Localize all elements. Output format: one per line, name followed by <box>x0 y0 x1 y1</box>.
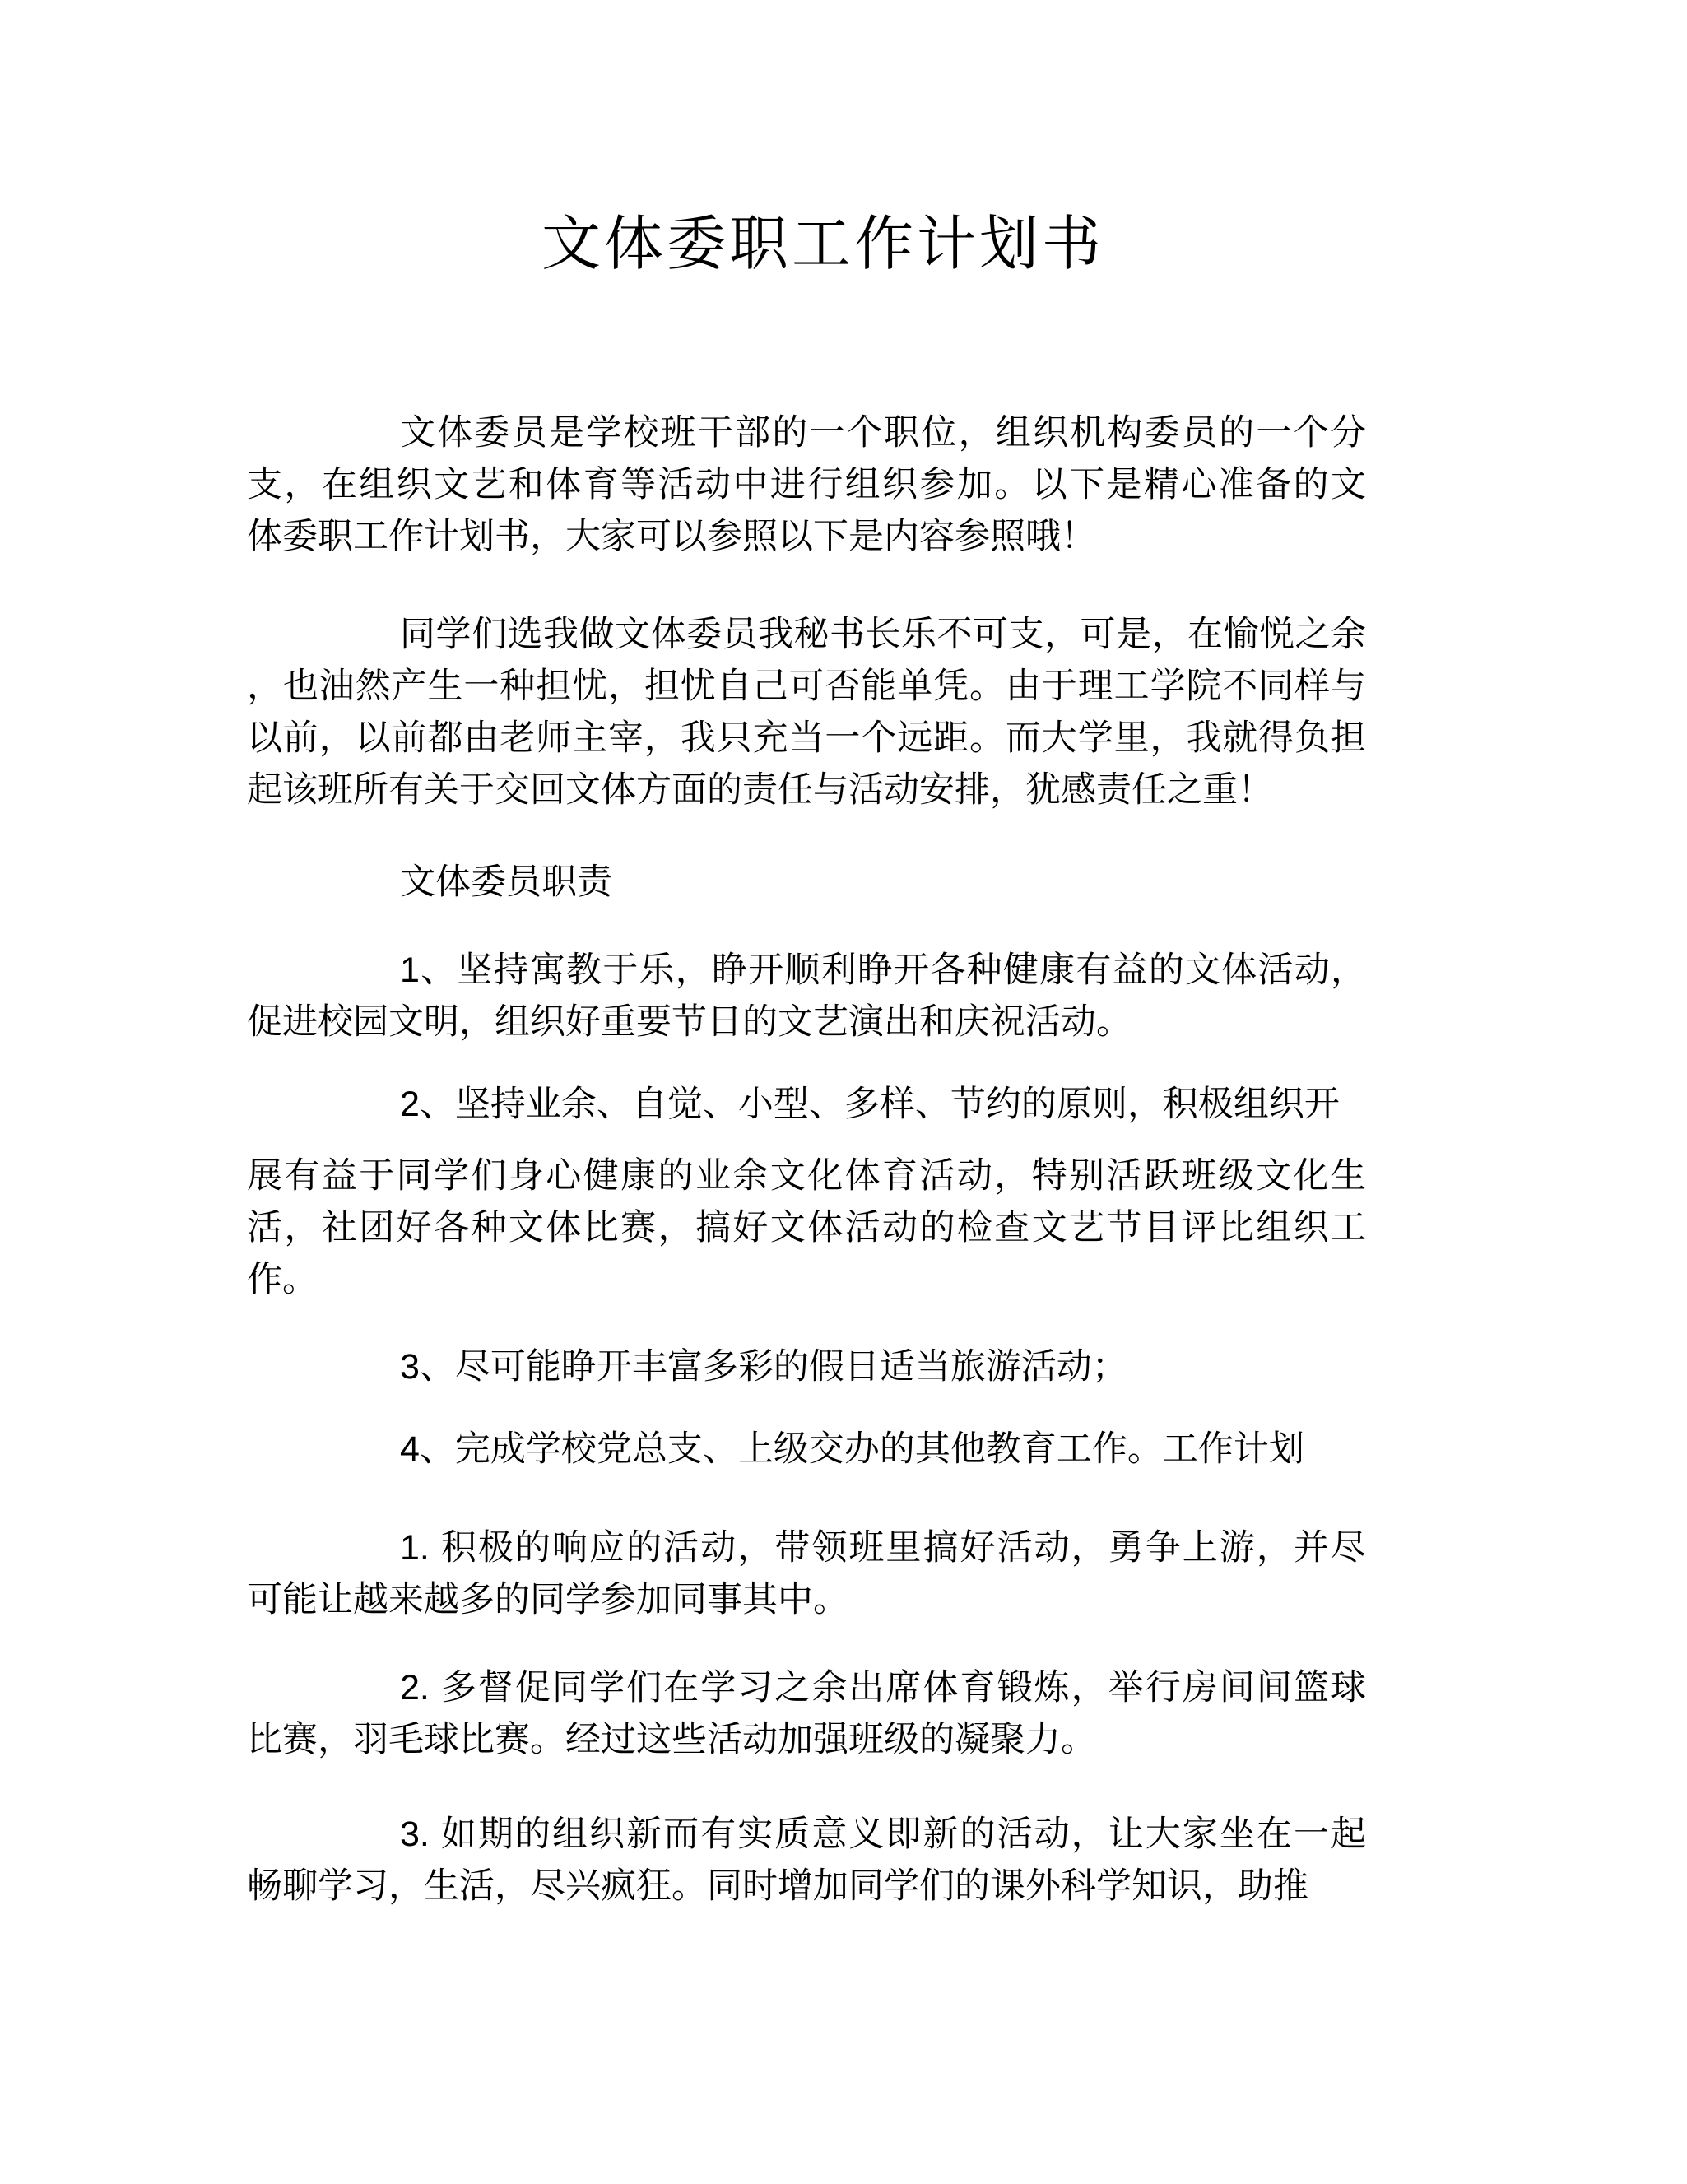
duty-item-4 <box>247 1424 1366 1475</box>
text-line: 同学们选我做文体委员我秘书长乐不可支，可是，在愉悦之余 <box>400 615 1366 654</box>
text-line: 1、坚持寓教于乐，睁开顺利睁开各种健康有益的文体活动， <box>400 950 1366 990</box>
text-line: 4、完成学校党总支、上级交办的其他教育工作。工作计划 <box>400 1429 1304 1469</box>
document-title: 文体委职工作计划书 <box>541 211 1104 277</box>
text-line: 支，在组织文艺和体育等活动中进行组织参加。以下是精心准备的文 <box>247 465 1366 504</box>
text-line: 体委职工作计划书，大家可以参照以下是内容参照哦！ <box>247 517 1096 556</box>
text-line: 3. 如期的组织新而有实质意义即新的活动，让大家坐在一起 <box>400 1815 1366 1854</box>
text-line: 促进校园文明，组织好重要节日的文艺演出和庆祝活动。 <box>247 1002 1132 1042</box>
text-line: 2. 多督促同学们在学习之余出席体育锻炼，举行房间间篮球 <box>400 1668 1366 1708</box>
text-line: 展有益于同学们身心健康的业余文化体育活动，特别活跃班级文化生 <box>247 1156 1366 1196</box>
section-heading-duties <box>247 857 1366 908</box>
text-line: 可能让越来越多的同学参加同事其中。 <box>247 1580 848 1619</box>
plan-item-3 <box>247 1809 1366 1912</box>
duty-item-1 <box>247 945 1366 1048</box>
text-line: 比赛，羽毛球比赛。经过这些活动加强班级的凝聚力。 <box>247 1720 1096 1759</box>
text-line: 活，社团好各种文体比赛，搞好文体活动的检查文艺节目评比组织工 <box>247 1208 1366 1248</box>
text-line: 畅聊学习，生活，尽兴疯狂。同时增加同学们的课外科学知识，助推 <box>247 1866 1308 1906</box>
text-line: 3、尽可能睁开丰富多彩的假日适当旅游活动； <box>400 1347 1127 1387</box>
text-line: 以前，以前都由老师主宰，我只充当一个远距。而大学里，我就得负担 <box>247 718 1366 758</box>
document-content <box>0 210 1687 1912</box>
paragraph-intro <box>247 407 1366 563</box>
duty-item-3 <box>247 1341 1366 1393</box>
plan-item-1 <box>247 1522 1366 1626</box>
duty-item-2-lead <box>247 1079 1366 1131</box>
text-line: 作。 <box>247 1260 318 1299</box>
text-line: 起该班所有关于交回文体方面的责任与活动安排，犹感责任之重！ <box>247 770 1273 810</box>
plan-item-2 <box>247 1662 1366 1766</box>
text-line: 2、坚持业余、自觉、小型、多样、节约的原则，积极组织开 <box>400 1085 1340 1124</box>
text-line: 1. 积极的响应的活动，带领班里搞好活动，勇争上游，并尽 <box>400 1528 1366 1568</box>
text-line: ，也油然产生一种担忧，担忧自己可否能单凭。由于理工学院不同样与 <box>247 667 1366 706</box>
duty-item-2-continuation <box>247 1150 1366 1306</box>
text-line: 文体委员职责 <box>400 862 612 902</box>
paragraph-reflection <box>247 609 1366 816</box>
text-line: 文体委员是学校班干部的一个职位，组织机构委员的一个分 <box>400 413 1366 453</box>
